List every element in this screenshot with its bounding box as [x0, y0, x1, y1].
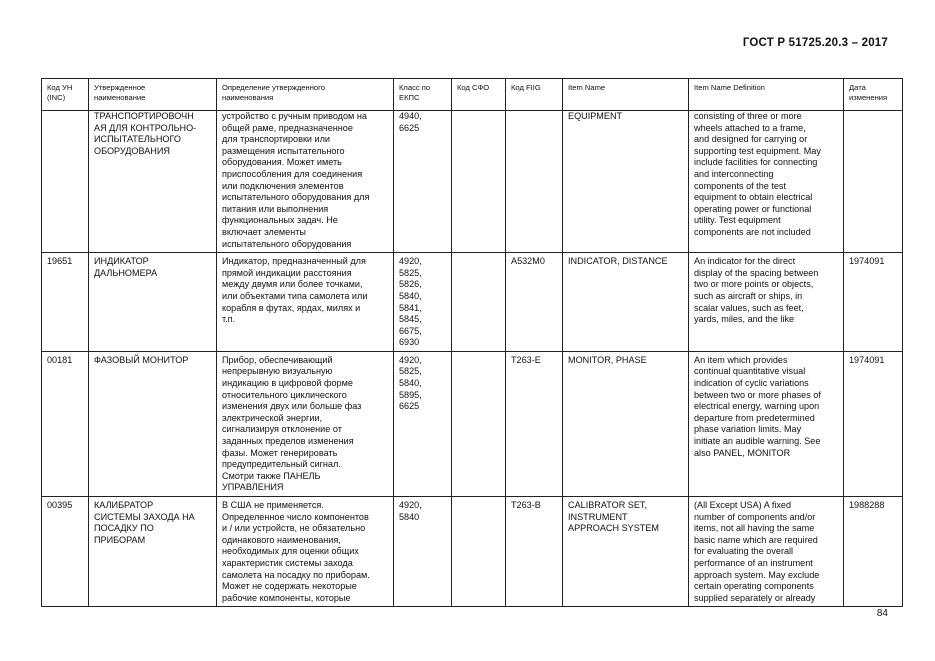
cell-definition: Индикатор, предназначенный для прямой индикации расстояния между двумя или более точками, или объектами типа самолета или корабля в футах, ярдах, милях и т.п.	[217, 253, 394, 352]
cell-inc: 00181	[42, 351, 89, 496]
cell-change-date: 1974091	[844, 351, 903, 496]
cell-approved-name: ФАЗОВЫЙ МОНИТОР	[89, 351, 217, 496]
col-header-item-name-definition: Item Name Definition	[689, 79, 844, 111]
cell-fiig-code: A532M0	[506, 253, 563, 352]
col-header-ekps-class: Класс по ЕКПС	[394, 79, 452, 111]
table-row	[42, 351, 903, 496]
cell-item-name: INDICATOR, DISTANCE	[563, 253, 689, 352]
table-row	[42, 253, 903, 352]
cell-approved-name: ТРАНСПОРТИРОВОЧН АЯ ДЛЯ КОНТРОЛЬНО- ИСПЫТАТЕЛЬНОГО ОБОРУДОВАНИЯ	[89, 111, 217, 253]
cell-sfo-code	[452, 351, 506, 496]
cell-inc: 19651	[42, 253, 89, 352]
page-number: 84	[876, 608, 888, 619]
cell-inc: 00395	[42, 497, 89, 607]
cell-item-name-definition: An indicator for the direct display of the spacing between two or more points or objects, such as aircraft or ships, in scalar values, such as feet, yards, miles, and the like	[689, 253, 844, 352]
cell-definition: устройство с ручным приводом на общей раме, предназначенное для транспортировки или размещения испытательного оборудования. Может иметь приспособления для соединения или подключения элементов испытательного оборудования для питания или выполнения функциональных задач. Не включает элементы испытательного оборудования	[217, 111, 394, 253]
cell-definition: В США не применяется. Определенное число компонентов и / или устройств, не обязательно одинакового наименования, необходимых для оценки общих характеристик системы захода самолета на посадку по приборам. Может не содержать некоторые рабочие компоненты, которые	[217, 497, 394, 607]
col-header-sfo-code: Код СФО	[452, 79, 506, 111]
col-header-approved-name: Утвержденное наименование	[89, 79, 217, 111]
classification-table	[41, 78, 903, 607]
cell-fiig-code: T263-E	[506, 351, 563, 496]
col-header-item-name: Item Name	[563, 79, 689, 111]
cell-change-date: 1974091	[844, 253, 903, 352]
cell-change-date	[844, 111, 903, 253]
cell-ekps-class: 4940, 6625	[394, 111, 452, 253]
cell-item-name-definition: consisting of three or more wheels attached to a frame, and designed for carrying or supporting test equipment. May include facilities for connecting and interconnecting components of the test equipment to obtain electrical operating power or functional utility. Test equipment components are not included	[689, 111, 844, 253]
cell-sfo-code	[452, 253, 506, 352]
document-standard-header: ГОСТ Р 51725.20.3 – 2017	[742, 37, 888, 49]
col-header-definition: Определение утвержденного наименования	[217, 79, 394, 111]
table-header	[42, 79, 903, 111]
cell-approved-name: ИНДИКАТОР ДАЛЬНОМЕРА	[89, 253, 217, 352]
cell-item-name-definition: (All Except USA) A fixed number of components and/or items, not all having the same basic name which are required for evaluating the overall performance of an instrument approach system. May exclude certain operating components supplied separately or already	[689, 497, 844, 607]
cell-item-name-definition: An item which provides continual quantitative visual indication of cyclic variations between two or more phases of electrical energy, warning upon departure from predetermined phase variation limits. May initiate an audible warning. See also PANEL, MONITOR	[689, 351, 844, 496]
cell-change-date: 1988288	[844, 497, 903, 607]
col-header-change-date: Дата изменения	[844, 79, 903, 111]
cell-item-name: CALIBRATOR SET, INSTRUMENT APPROACH SYSTEM	[563, 497, 689, 607]
cell-item-name: MONITOR, PHASE	[563, 351, 689, 496]
cell-ekps-class: 4920, 5825, 5826, 5840, 5841, 5845, 6675, 6930	[394, 253, 452, 352]
cell-ekps-class: 4920, 5840	[394, 497, 452, 607]
cell-approved-name: КАЛИБРАТОР СИСТЕМЫ ЗАХОДА НА ПОСАДКУ ПО ПРИБОРАМ	[89, 497, 217, 607]
cell-definition: Прибор, обеспечивающий непрерывную визуальную индикацию в цифровой форме относительного циклического изменения двух или больше фаз электрической энергии, сигнализируя отклонение от заданных пределов изменения фазы. Может генерировать предупредительный сигнал. Смотри также ПАНЕЛЬ УПРАВЛЕНИЯ	[217, 351, 394, 496]
table-row	[42, 111, 903, 253]
col-header-inc: Код УН (INC)	[42, 79, 89, 111]
cell-item-name: EQUIPMENT	[563, 111, 689, 253]
cell-sfo-code	[452, 111, 506, 253]
cell-sfo-code	[452, 497, 506, 607]
table-row	[42, 497, 903, 607]
col-header-fiig-code: Код FIIG	[506, 79, 563, 111]
cell-fiig-code: T263-B	[506, 497, 563, 607]
cell-inc	[42, 111, 89, 253]
cell-ekps-class: 4920, 5825, 5840, 5895, 6625	[394, 351, 452, 496]
table-body	[42, 111, 903, 607]
header-row	[42, 79, 903, 111]
cell-fiig-code	[506, 111, 563, 253]
